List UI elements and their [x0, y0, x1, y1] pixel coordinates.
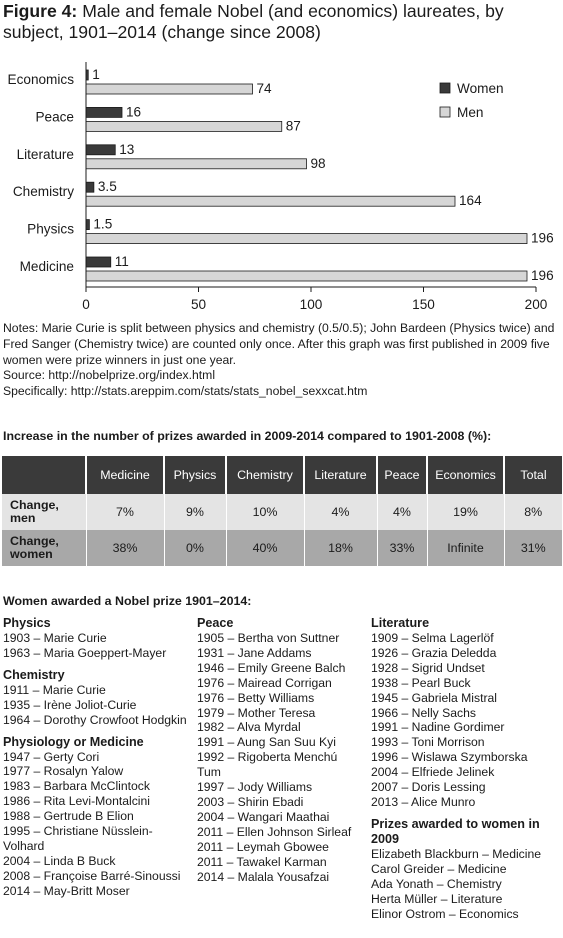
- figure-label: Figure 4:: [3, 1, 78, 21]
- laureate-entry: 2011 – Ellen Johnson Sirleaf: [197, 824, 352, 839]
- table-cell: 4%: [304, 494, 377, 530]
- women-list-title: Women awarded a Nobel prize 1901–2014:: [3, 594, 252, 608]
- col-header: Economics: [427, 456, 504, 494]
- row-header: Change, men: [2, 494, 86, 530]
- x-tick-label: 200: [524, 297, 548, 312]
- women-value-label: 16: [126, 104, 142, 120]
- laureate-entry: 1926 – Grazia Deledda: [371, 645, 497, 660]
- notes-specific-source: Specifically: http://stats.areppim.com/stats/stats_nobel_sexxcat.htm: [3, 384, 368, 399]
- section-heading: Chemistry: [3, 667, 65, 682]
- women-list-section: [3, 668, 191, 728]
- men-bar: [86, 121, 282, 131]
- men-bar: [86, 271, 527, 281]
- laureate-entry: 1945 – Gabriela Mistral: [371, 690, 497, 705]
- women-list-section: [3, 735, 191, 899]
- women-value-label: 1: [92, 67, 100, 82]
- laureate-entry: 1911 – Marie Curie: [3, 682, 106, 697]
- table-cell: 33%: [377, 530, 427, 566]
- category-label: Literature: [16, 146, 74, 162]
- laureate-entry: 1909 – Selma Lagerlöf: [371, 631, 494, 645]
- section-heading: Physiology or Medicine: [3, 734, 144, 749]
- laureate-entry: 1993 – Toni Morrison: [371, 735, 485, 750]
- men-bar: [86, 196, 455, 206]
- laureate-entry: 1995 – Christiane Nüsslein-Volhard: [3, 824, 153, 853]
- laureate-entry: 1983 – Barbara McClintock: [3, 779, 150, 794]
- laureate-entry: 1964 – Dorothy Crowfoot Hodgkin: [3, 712, 187, 727]
- change-table: [2, 456, 562, 566]
- laureate-entry: 1991 – Aung San Suu Kyi: [197, 735, 336, 750]
- chart-notes: [3, 321, 555, 400]
- table-cell: 9%: [164, 494, 226, 530]
- table-heading: Increase in the number of prizes awarded in 2009-2014 compared to 1901-2008 (%):: [3, 429, 492, 443]
- women-value-label: 11: [114, 254, 129, 269]
- laureate-entry: 2008 – Françoise Barré-Sinoussi: [3, 868, 181, 883]
- x-tick-label: 0: [82, 297, 90, 312]
- laureate-entry: Carol Greider – Medicine: [371, 861, 507, 876]
- col-header: Literature: [304, 456, 377, 494]
- col-header: Physics: [164, 456, 226, 494]
- women-list-column: [3, 616, 191, 906]
- laureate-entry: 1992 – Rigoberta Menchú Tum: [197, 750, 338, 780]
- section-heading: Literature: [371, 616, 430, 630]
- laureate-entry: 1947 – Gerty Cori: [3, 749, 100, 764]
- laureate-entry: 1976 – Betty Williams: [197, 690, 315, 705]
- section-heading: Peace: [197, 616, 234, 630]
- laureate-entry: 2011 – Leymah Gbowee: [197, 839, 329, 854]
- figure-title: [3, 1, 559, 43]
- laureate-entry: 2011 – Tawakel Karman: [197, 854, 327, 869]
- section-heading: Physics: [3, 616, 51, 630]
- laureate-entry: 2004 – Elfriede Jelinek: [371, 765, 495, 780]
- laureate-entry: 2014 – Malala Yousafzai: [197, 869, 330, 884]
- legend-label: Women: [457, 81, 504, 96]
- men-bar: [86, 234, 527, 244]
- laureate-entry: 1988 – Gertrude B Elion: [3, 809, 134, 824]
- laureate-entry: 2013 – Alice Munro: [371, 794, 476, 809]
- category-label: Medicine: [19, 259, 74, 274]
- x-tick-label: 150: [412, 297, 435, 312]
- laureate-entry: 1996 – Wislawa Szymborska: [371, 750, 528, 765]
- laureate-entry: 2004 – Linda B Buck: [3, 853, 116, 868]
- laureate-entry: 1938 – Pearl Buck: [371, 675, 471, 690]
- laureate-entry: 1946 – Emily Greene Balch: [197, 660, 346, 675]
- laureate-entry: 1982 – Alva Myrdal: [197, 720, 301, 735]
- laureate-entry: Elizabeth Blackburn – Medicine: [371, 846, 542, 861]
- laureate-entry: 1976 – Mairead Corrigan: [197, 675, 332, 690]
- women-list-section: [371, 817, 561, 922]
- bar-chart: [0, 62, 563, 320]
- men-value-label: 98: [310, 155, 326, 171]
- x-tick-label: 50: [190, 297, 207, 312]
- laureate-entry: 2003 – Shirin Ebadi: [197, 794, 304, 809]
- women-bar: [86, 107, 122, 117]
- section-heading: Prizes awarded to women in 2009: [371, 816, 540, 846]
- men-value-label: 196: [531, 230, 554, 246]
- table-cell: 4%: [377, 494, 427, 530]
- laureate-entry: 1963 – Maria Goeppert-Mayer: [3, 645, 167, 660]
- laureate-entry: 2004 – Wangari Maathai: [197, 809, 330, 824]
- table-header-row: [2, 456, 562, 494]
- laureate-entry: 1931 – Jane Addams: [197, 645, 312, 660]
- men-bar: [86, 159, 307, 169]
- category-label: Physics: [27, 221, 74, 237]
- row-header: Change, women: [2, 530, 86, 566]
- women-list-section: [371, 616, 561, 810]
- women-value-label: 3.5: [97, 179, 117, 195]
- table-cell: 8%: [504, 494, 562, 530]
- col-header: Medicine: [86, 456, 164, 494]
- laureate-entry: 1903 – Marie Curie: [3, 631, 107, 645]
- laureate-entry: 1966 – Nelly Sachs: [371, 705, 477, 720]
- col-header: Total: [504, 456, 562, 494]
- table-cell: 40%: [226, 530, 304, 566]
- laureate-entry: 1986 – Rita Levi-Montalcini: [3, 794, 151, 809]
- legend-swatch-women: [440, 83, 450, 93]
- men-value-label: 87: [285, 118, 301, 134]
- notes-text: Notes: Marie Curie is split between physics and chemistry (0.5/0.5); John Bardeen (Physics twice) and Fred Sanger (Chemistry twice) are counted only once. After this graph was first published in 2009 five women were prize winners in just one year.: [3, 321, 555, 367]
- laureate-entry: Ada Yonath – Chemistry: [371, 876, 502, 891]
- women-list-column: [371, 616, 561, 928]
- laureate-entry: 1977 – Rosalyn Yalow: [3, 764, 124, 779]
- table-cell: 18%: [304, 530, 377, 566]
- women-bar: [86, 257, 111, 267]
- laureate-entry: 1935 – Irène Joliot-Curie: [3, 697, 137, 712]
- col-header: Peace: [377, 456, 427, 494]
- x-tick-label: 100: [299, 297, 323, 312]
- women-bar: [86, 220, 89, 230]
- women-list-section: [3, 616, 191, 661]
- table-row-men: [2, 494, 562, 530]
- laureate-entry: 1905 – Bertha von Suttner: [197, 631, 340, 645]
- table-cell: 7%: [86, 494, 164, 530]
- women-list-section: [197, 616, 363, 884]
- table-corner: [2, 456, 86, 494]
- women-bar: [86, 145, 115, 155]
- table-row-women: [2, 530, 562, 566]
- men-bar: [86, 84, 253, 94]
- laureate-entry: 2007 – Doris Lessing: [371, 780, 486, 795]
- table-cell: 31%: [504, 530, 562, 566]
- col-header: Chemistry: [226, 456, 304, 494]
- table-cell: 19%: [427, 494, 504, 530]
- men-value-label: 196: [531, 268, 554, 283]
- table-cell: 38%: [86, 530, 164, 566]
- laureate-entry: 1991 – Nadine Gordimer: [371, 720, 505, 735]
- men-value-label: 164: [459, 193, 482, 209]
- laureate-entry: Herta Müller – Literature: [371, 891, 503, 906]
- laureate-entry: 2014 – May-Britt Moser: [3, 883, 130, 898]
- category-label: Chemistry: [12, 184, 74, 200]
- legend-label: Men: [457, 105, 484, 120]
- laureate-entry: 1928 – Sigrid Undset: [371, 660, 485, 675]
- table-cell: 0%: [164, 530, 226, 566]
- laureate-entry: 1997 – Jody Williams: [197, 780, 313, 795]
- women-list-column: [197, 616, 363, 891]
- women-bar: [86, 182, 94, 192]
- category-label: Peace: [35, 109, 74, 125]
- women-value-label: 1.5: [93, 216, 113, 232]
- figure-title-text: Male and female Nobel (and economics) laureates, by subject, 1901–2014 (change since 2008): [3, 1, 504, 42]
- women-value-label: 13: [119, 141, 135, 157]
- notes-source: Source: http://nobelprize.org/index.html: [3, 368, 216, 383]
- table-cell: 10%: [226, 494, 304, 530]
- legend-swatch-men: [440, 107, 450, 117]
- men-value-label: 74: [256, 81, 272, 96]
- laureate-entry: 1979 – Mother Teresa: [197, 705, 316, 720]
- table-cell: Infinite: [427, 530, 504, 566]
- laureate-entry: Elinor Ostrom – Economics: [371, 906, 519, 921]
- category-label: Economics: [7, 72, 74, 87]
